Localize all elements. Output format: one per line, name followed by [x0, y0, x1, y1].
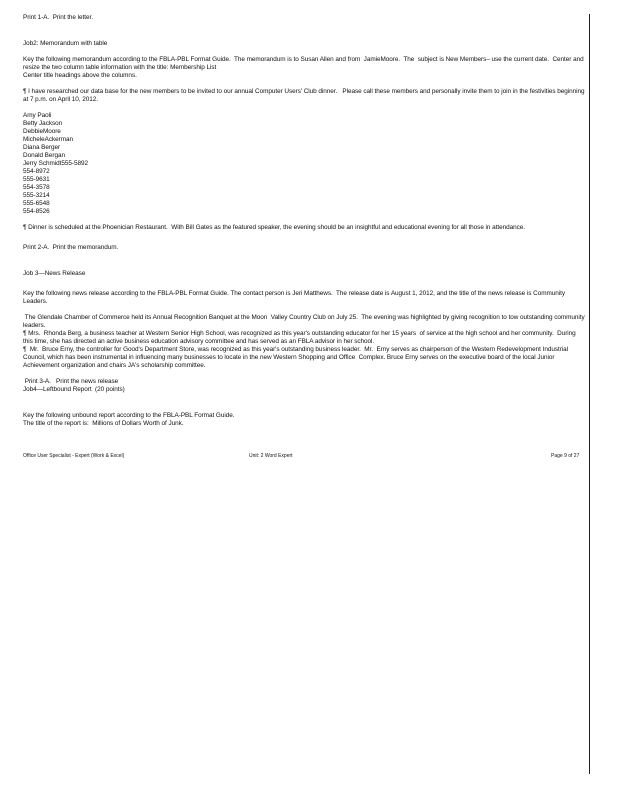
footer-unit: Unit: 2 Word Expert [249, 453, 293, 459]
footer-page-number: Page 9 of 27 [551, 453, 580, 459]
member-line: 554-3578 [23, 184, 50, 191]
print-1a-instruction: Print 1-A. Print the letter. [23, 14, 93, 21]
member-line: Betty Jackson [23, 120, 63, 127]
member-line: MicheleAckerman [23, 136, 74, 143]
page-border-line [589, 14, 590, 774]
job3-instruction: Key the following news release according to the FBLA-PBL Format Guide. The contact person is Jeri Matthews. The release date is August 1, 2012, and the title of the news release is Community Leaders. [23, 290, 567, 305]
job2-heading: Job2: Memorandum with table [23, 40, 108, 47]
job4-report-title: The title of the report is: Millions of Dollars Worth of Junk. [23, 420, 184, 427]
news-release-paragraph-1: The Glendale Chamber of Commerce held its Annual Recognition Banquet at the Moon Valley Country Club on July 25. The evening was highlighted by giving recognition to tow outstanding community leaders. [23, 314, 587, 329]
member-line: 554-8972 [23, 168, 50, 175]
document-body [23, 14, 585, 428]
member-line: 555-9631 [23, 176, 50, 183]
member-line: Donald Bergan [23, 152, 65, 159]
member-line: Jerry Schmidt555-5892 [23, 160, 89, 167]
footer-course-name: Office User Specialist - Expert (Work & Excel) [23, 453, 125, 459]
news-release-paragraph-2: ¶ Mrs. Rhonda Berg, a business teacher at Western Senior High School, was recognized as this year's outstanding educator for her 15 years of service at the high school and her community. During this time, she has directed an active business education advisory committee and has served as an FBLA advisor in her school. [23, 330, 578, 345]
member-line: 554-8526 [23, 208, 50, 215]
job2-memo-paragraph: ¶ I have researched our data base for the new members to be invited to our annual Computer Users' Club dinner. Please call these members and personally invite them to join in the festivities beginning at 7 p.m. on April 10, 2012. [23, 88, 587, 103]
job4-heading: Job4—Leftbound Report (20 points) [23, 386, 125, 393]
job2-closing-paragraph: ¶ Dinner is scheduled at the Phoenician Restaurant. With Bill Gates as the featured speaker, the evening should be an insightful and educational evening for all those in attendance. [23, 224, 526, 231]
job2-instruction: Key the following memorandum according to the FBLA-PBL Format Guide. The memorandum is to Susan Allen and from JamieMoore. The subject is New Members– use the current date. Center and resize the two column table information with the title: Membership List [23, 56, 586, 71]
print-2a-instruction: Print 2-A. Print the memorandum. [23, 244, 119, 251]
job2-instruction-2: Center title headings above the columns. [23, 72, 137, 79]
member-line: 555-3214 [23, 192, 50, 199]
member-line: Amy Paoli [23, 112, 52, 119]
member-line: DebbieMoore [23, 128, 61, 135]
job4-instruction: Key the following unbound report according to the FBLA-PBL Format Guide. [23, 412, 235, 419]
membership-list [23, 112, 585, 216]
member-line: 555-6548 [23, 200, 50, 207]
member-line: Diana Berger [23, 144, 61, 151]
print-3a-instruction: Print 3-A. Print the news release [23, 378, 119, 385]
job3-heading: Job 3—News Release [23, 270, 86, 277]
news-release-paragraph-3: ¶ Mr. Bruce Erny, the controller for Good's Department Store, was recognized as this year's outstanding business leader. Mr. Erny serves as chairperson of the Western Redevelopment Industrial Council, which has been instrumental in influencing many businesses to locate in the new Western Shopping and Office Complex. Bruce Erny serves on the executive board of the local Junior Achievement organization and chairs JA's scholarship committee. [23, 346, 570, 369]
